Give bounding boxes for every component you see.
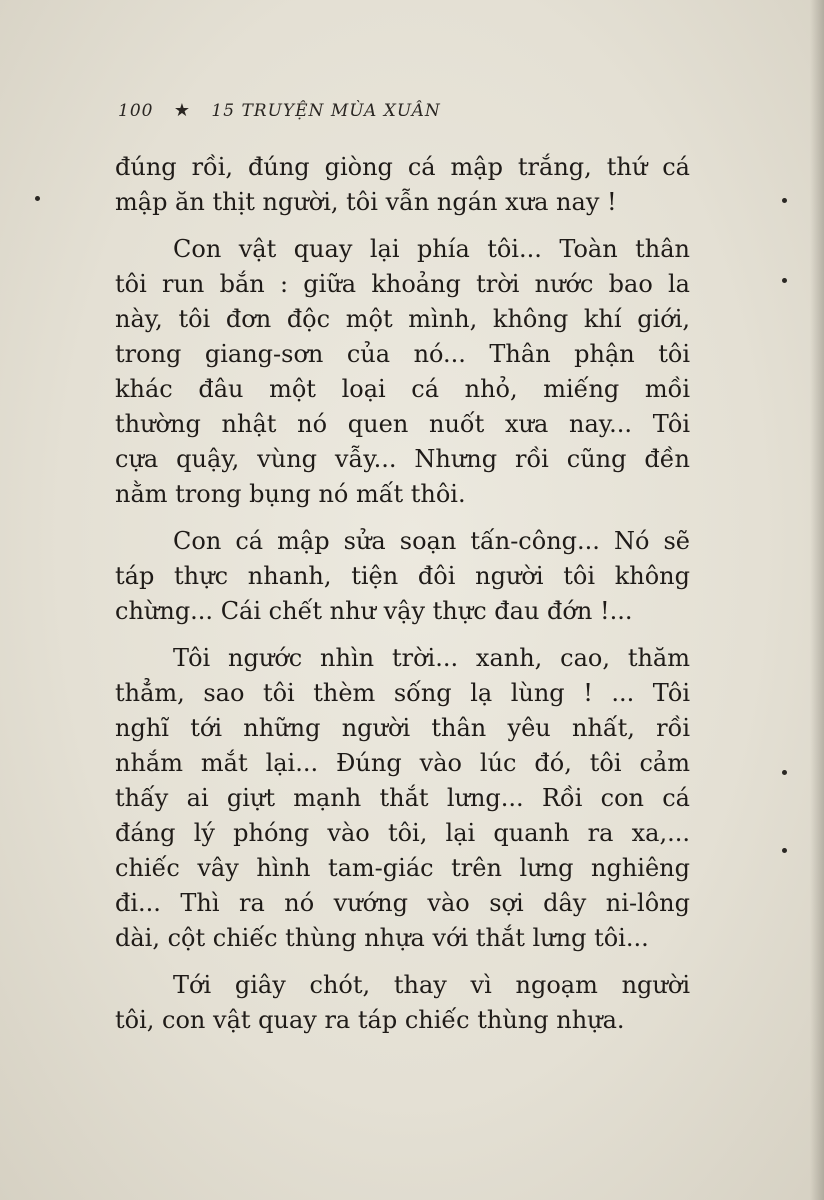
page-body — [115, 150, 690, 1050]
paragraph-4 — [115, 641, 690, 956]
text-line: đi... Thì ra nó vướng vào sợi dây ni-lông — [115, 889, 690, 917]
paragraph-3 — [115, 524, 690, 629]
text-line: Tôi ngước nhìn trời... xanh, cao, thăm — [173, 644, 690, 672]
page-number: 100 — [118, 101, 154, 121]
book-title: 15 TRUYỆN MÙA XUÂN — [211, 101, 441, 121]
paragraph-5 — [115, 968, 690, 1038]
text-line: tôi, con vật quay ra táp chiếc thùng nhựa. — [115, 1006, 625, 1034]
text-line: chừng... Cái chết như vậy thực đau đớn !... — [115, 597, 633, 625]
text-line: đúng rồi, đúng giòng cá mập trắng, thứ cá — [115, 153, 690, 181]
text-line: mập ăn thịt người, tôi vẫn ngán xưa nay ! — [115, 188, 617, 216]
text-line: trong giang-sơn của nó... Thân phận tôi — [115, 340, 690, 368]
binding-hole — [782, 770, 787, 775]
binding-hole — [782, 198, 787, 203]
star-separator: ★ — [173, 100, 191, 121]
running-header — [118, 100, 455, 121]
text-line: khác đâu một loại cá nhỏ, miếng mồi — [115, 375, 690, 403]
paragraph-1 — [115, 150, 690, 220]
text-line: thẳm, sao tôi thèm sống lạ lùng ! ... Tôi — [115, 679, 690, 707]
paragraph-2 — [115, 232, 690, 512]
binding-hole — [782, 848, 787, 853]
text-line: Tới giây chót, thay vì ngoạm người — [173, 971, 690, 999]
text-line: thấy ai giựt mạnh thắt lưng... Rồi con cá — [115, 784, 690, 812]
text-line: nghĩ tới những người thân yêu nhất, rồi — [115, 714, 690, 742]
text-line: thường nhật nó quen nuốt xưa nay... Tôi — [115, 410, 690, 438]
text-line: chiếc vây hình tam-giác trên lưng nghiêng — [115, 854, 690, 882]
text-line: Con cá mập sửa soạn tấn-công... Nó sẽ — [173, 527, 690, 555]
text-line: táp thực nhanh, tiện đôi người tôi không — [115, 562, 690, 590]
text-line: nằm trong bụng nó mất thôi. — [115, 480, 466, 508]
text-line: dài, cột chiếc thùng nhựa với thắt lưng tôi... — [115, 924, 649, 952]
page-edge-shadow — [810, 0, 824, 1200]
text-line: nhắm mắt lại... Đúng vào lúc đó, tôi cảm — [115, 749, 690, 777]
text-line: tôi run bắn : giữa khoảng trời nước bao la — [115, 270, 690, 298]
text-line: Con vật quay lại phía tôi... Toàn thân — [173, 235, 690, 263]
text-line: đáng lý phóng vào tôi, lại quanh ra xa,... — [115, 819, 690, 847]
print-speck — [35, 196, 40, 201]
binding-hole — [782, 278, 787, 283]
text-line: cựa quậy, vùng vẫy... Nhưng rồi cũng đền — [115, 445, 690, 473]
text-line: này, tôi đơn độc một mình, không khí giới, — [115, 305, 690, 333]
